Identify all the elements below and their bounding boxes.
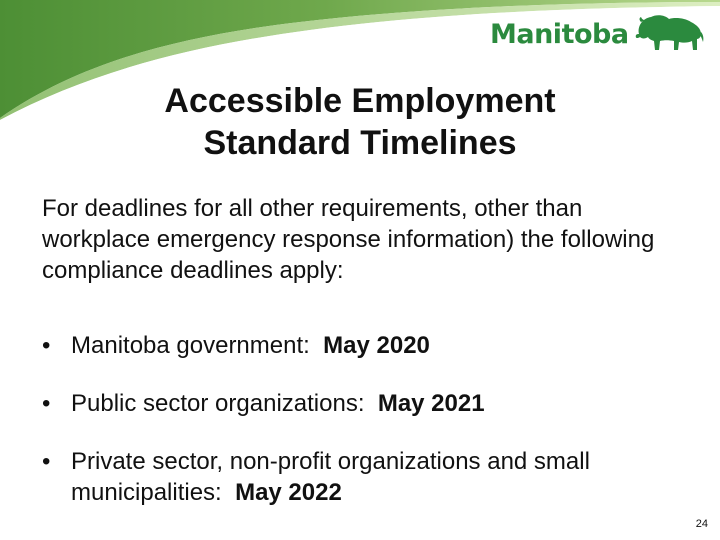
manitoba-logo [490, 12, 705, 56]
slide-title [60, 80, 660, 164]
bullet-dot: • [42, 448, 51, 475]
bullet-date: May 2021 [377, 390, 485, 417]
title-line-2: Standard Timelines [203, 124, 517, 162]
title-line-1: Accessible Employment [164, 82, 556, 120]
list-item [42, 388, 485, 419]
bullet-label: Private sector, non-profit organizations and small municipalities: [71, 448, 590, 506]
bullet-dot: • [42, 332, 51, 359]
intro-paragraph: For deadlines for all other requirements, other than workplace emergency response information) the following compliance deadlines apply: [42, 195, 655, 284]
bison-icon [633, 12, 705, 56]
list-item [42, 446, 692, 508]
bullet-dot: • [42, 390, 51, 417]
bullet-label: Public sector organizations: [71, 390, 365, 417]
bullet-label: Manitoba government: [71, 332, 310, 359]
page-number: 24 [695, 518, 708, 530]
logo-wordmark: Manitoba [490, 18, 629, 50]
bullet-date: May 2022 [235, 479, 342, 506]
list-item [42, 330, 430, 361]
bullet-date: May 2020 [323, 332, 430, 359]
